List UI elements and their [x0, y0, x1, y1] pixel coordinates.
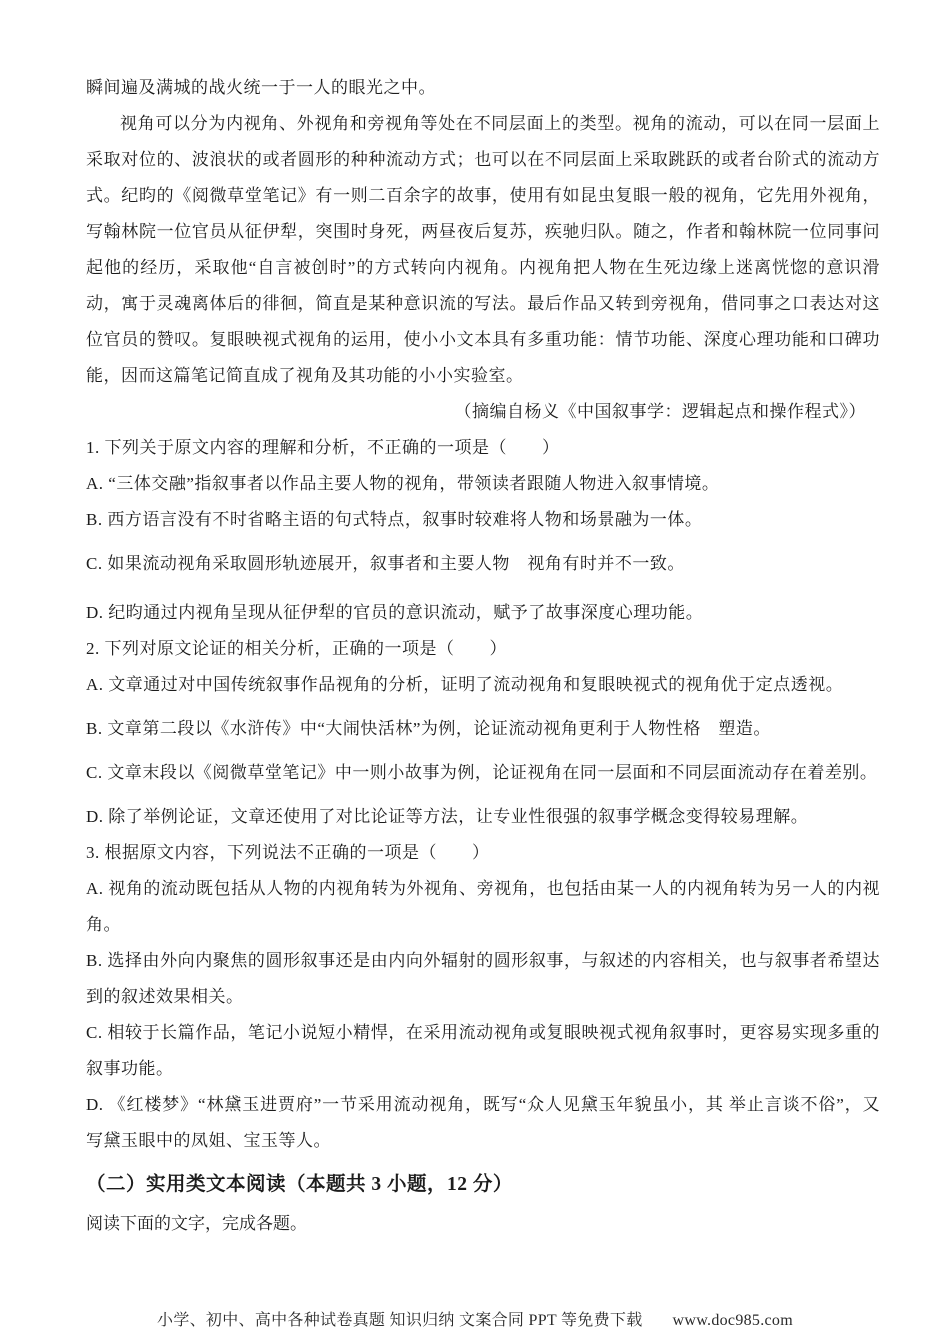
question-2-stem: 2. 下列对原文论证的相关分析，正确的一项是（ ）	[86, 639, 507, 658]
question-3-option-a: A. 视角的流动既包括从人物的内视角转为外视角、旁视角，也包括由某一人的内视角转为另一人的内视角。	[86, 879, 880, 934]
page-footer	[0, 1310, 950, 1332]
page-content	[86, 70, 880, 1243]
question-2-option-c: C. 文章末段以《阅微草堂笔记》中一则小故事为例，论证视角在同一层面和不同层面流动存在着差别。	[86, 763, 878, 782]
question-3-option-c: C. 相较于长篇作品，笔记小说短小精悍，在采用流动视角或复眼映视式视角叙事时，更容易实现多重的叙事功能。	[86, 1023, 880, 1078]
question-1-option-c: C. 如果流动视角采取圆形轨迹展开，叙事者和主要人物 视角有时并不一致。	[86, 554, 685, 573]
question-3-option-d: D. 《红楼梦》“林黛玉进贾府”一节采用流动视角，既写“众人见黛玉年貌虽小，其 举止言谈不俗”，又写黛玉眼中的凤姐、宝玉等人。	[86, 1095, 880, 1150]
footer-url: www.doc985.com	[672, 1312, 793, 1329]
passage-continuation-line: 瞬间遍及满城的战火统一于一人的眼光之中。	[86, 78, 436, 97]
question-1-stem: 1. 下列关于原文内容的理解和分析，不正确的一项是（ ）	[86, 438, 560, 457]
passage-attribution: （摘编自杨义《中国叙事学：逻辑起点和操作程式》）	[454, 402, 866, 421]
passage-paragraph: 视角可以分为内视角、外视角和旁视角等处在不同层面上的类型。视角的流动，可以在同一层面上采取对位的、波浪状的或者圆形的种种流动方式；也可以在不同层面上采取跳跃的或者台阶式的流动方式。纪昀的《阅微草堂笔记》有一则二百余字的故事，使用有如昆虫复眼一般的视角，它先用外视角，写翰林院一位官员从征伊犁，突围时身死，两昼夜后复苏，疾驰归队。随之，作者和翰林院一位同事问起他的经历，采取他“自言被创时”的方式转向内视角。内视角把人物在生死边缘上迷离恍惚的意识滑动，寓于灵魂离体后的徘徊，简直是某种意识流的写法。最后作品又转到旁视角，借同事之口表达对这位官员的赞叹。复眼映视式视角的运用，使小小文本具有多重功能：情节功能、深度心理功能和口碑功能，因而这篇笔记简直成了视角及其功能的小小实验室。	[86, 114, 880, 385]
question-3-stem: 3. 根据原文内容，下列说法不正确的一项是（ ）	[86, 843, 490, 862]
question-3	[86, 835, 880, 1159]
question-1-option-b: B. 西方语言没有不时省略主语的句式特点，叙事时较难将人物和场景融为一体。	[86, 510, 703, 529]
question-2-option-a: A. 文章通过对中国传统叙事作品视角的分析，证明了流动视角和复眼映视式的视角优于定点透视。	[86, 675, 844, 694]
question-3-option-b: B. 选择由外向内聚焦的圆形叙事还是由内向外辐射的圆形叙事，与叙述的内容相关，也与叙事者希望达到的叙述效果相关。	[86, 951, 880, 1006]
section-intro: 阅读下面的文字，完成各题。	[86, 1214, 307, 1233]
question-1-option-a: A. “三体交融”指叙事者以作品主要人物的视角，带领读者跟随人物进入叙事情境。	[86, 474, 720, 493]
question-1-option-d: D. 纪昀通过内视角呈现从征伊犁的官员的意识流动，赋予了故事深度心理功能。	[86, 603, 704, 622]
section-heading: （二）实用类文本阅读（本题共 3 小题，12 分）	[86, 1174, 513, 1195]
question-2-option-d: D. 除了举例论证，文章还使用了对比论证等方法，让专业性很强的叙事学概念变得较易理解。	[86, 807, 809, 826]
question-2	[86, 631, 880, 835]
question-2-option-b: B. 文章第二段以《水浒传》中“大闹快活林”为例，论证流动视角更利于人物性格 塑造。	[86, 719, 771, 738]
question-1	[86, 430, 880, 631]
footer-text: 小学、初中、高中各种试卷真题 知识归纳 文案合同 PPT 等免费下载	[157, 1312, 643, 1329]
